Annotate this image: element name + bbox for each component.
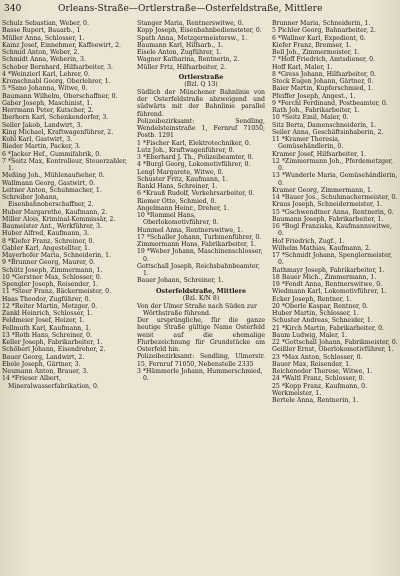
district-code: (Bzl. K/N 8) [182,295,220,303]
resident-entry: Bell Joh., Zimmermeister, 1. [272,49,360,56]
resident-entry: Sitz Berta, Damenschneiderin, 1. [272,121,377,129]
column-middle [137,20,265,574]
resident-entry: 6 *Krauß Rudolf, Verkehrsarbeiter, 0. [137,190,255,198]
resident-entry: 19 *Fendt Anna, Rentnerswitwe, 0. [272,281,383,288]
resident-entry: Huber Alfred, Kaufmann, 3. [2,230,90,238]
resident-entry: Haas Theodor, Zugführer, 0. [2,295,91,303]
resident-entry: Wilhelm Mathias, Kaufmann, 2. [272,244,371,252]
resident-entry: 1 *Fischer Karl, Elektrotechniker, 0. [137,139,251,147]
resident-entry: Hof Friedrich, Zugf., 1. [272,237,345,245]
resident-entry: Geißler Ernst, Oberlokomotivführer, 1. [272,346,394,354]
resident-entry: Kraus Joseph, Schneidermeister, 1. [272,201,383,209]
resident-entry: Lengl Margarete, Witwe, 0. [137,168,224,176]
resident-entry: Schütz Joseph, Zimmermann, 1. [2,266,103,274]
resident-entry: 13 *Roth Hans, Schreiner, 0. [2,331,92,339]
street-heading: Osterfeldstraße, Mittlere [155,286,247,295]
resident-entry: Stock Eugen Johann, Gärtner, 0. [272,78,374,85]
resident-entry: 7 *Seitz Max, Kontrolleur, Steuerzahler, 1. [2,157,127,172]
resident-entry: Ecker Joseph, Rentner, 1. [272,295,352,303]
resident-entry: 15 *Gschwendtner Anna, Rentnerin, 0. [272,208,394,216]
resident-entry: Leitner Anton, Schuhmacher, 1. [2,186,102,194]
resident-entry: Angelmann Heinr., Dreher, 1. [137,204,230,212]
resident-entry: 9 *Ferchl Ferdinand, Postbeamter, 0. [272,99,388,107]
resident-entry: 19 *Weber Johann, Maschinenschlosser, 0. [137,248,263,263]
resident-entry: Rieder Martin, Packer, 3. [2,143,81,151]
resident-entry: Seiler Jakob, Landwirt, 3. [2,121,83,129]
resident-entry: 12 *Zimmermann Joh., Pferdemetzger, 0. [272,157,393,172]
resident-entry: 3 *Eberhard J. Th., Polizeibeamter, 0. [137,154,254,161]
resident-entry: Ebele Joseph, Gärtner, 3. [2,360,81,368]
street-description: Der ursprüngliche, für die ganze heutige Straße gültige Name Osterfeld weist auf die ehemalige Flurbezeichnung für Grundstücke am Osterfeld hin. [137,317,265,353]
resident-entry: 17 *Schaller Johann, Turbinenführer, 0. [137,233,262,241]
resident-entry: 8 *Kiefer Franz, Schreiner, 0. [2,237,95,245]
resident-entry: 18 Bauer Mich., Zimmermann, 1. [272,273,377,281]
resident-entry: 4 *Burgl Georg, Lokomotivführer, 0. [137,161,251,169]
resident-entry: Huber Margarethe, Kaufmann, 2. [2,208,108,216]
resident-entry: 17 *Schmidt Johann, Spenglermeister, 0. [272,252,393,267]
resident-entry: 11 *Steer Franz, Bäckermeister, 0. [2,288,112,296]
resident-entry: Schreiber Johann, Eisenbahnoberschaffner, 2. [2,194,94,209]
resident-entry: Hummel Anna, Rentnerswitwe, 1. [137,226,243,234]
resident-entry: 7 *Hoff Friedrich, Amtsdiener, 0. [272,56,376,64]
resident-entry: Baumann Joseph, Fabrikarbeiter, 1. [272,215,384,223]
resident-entry: Neumann Anton, Brauer, 3. [2,368,89,375]
resident-entry: Iberhorn Karl, Schenkendorfer, 3. [2,114,109,122]
resident-entry: Gabler Karl, Angestellter, 1. [2,244,90,252]
resident-entry: 10 *Gerstner Max, Schlosser, 0. [2,273,102,281]
resident-entry: Gottschall Joseph, Reichsbahnbeamter, 1. [137,262,260,277]
resident-entry: 21 *Kirch Martin, Fabrikarbeiter, 0. [272,324,384,332]
resident-entry: Rath Joh., Fabrikarbeiter, 1. [272,107,360,114]
resident-entry: Bauer Max, Reisender, 1. [272,360,352,368]
resident-entry: Herrmann Peter, Kutscher, 2. [2,107,94,114]
resident-entry: Schöberl Johann, Eisendreher, 2. [2,346,106,354]
resident-entry: Werkmeister, 1. [272,389,322,397]
resident-entry: Eisele Anton, Zugführer, 1. [137,49,222,56]
resident-entry: Wallmann Georg, Gastwirt, 0. [2,179,95,187]
page-header [0,4,400,18]
resident-entry: Hoff Karl, Maler, 1. [272,63,333,71]
resident-entry: Kohl Karl, Gastwirt, 3. [2,136,73,143]
resident-entry: Kiefer Franz, Bremser, 1. [272,41,352,49]
resident-entry: Baumann Wilhelm, Oberschaffner, 0. [2,92,118,100]
resident-entry: Bertele Anna, Rentnerin, 1. [272,397,359,404]
page-number: 340 [4,4,22,14]
resident-entry: 20 *Oberle Kaspar, Rentner, 0. [272,302,369,310]
running-title: Orleans-Straße—Ortlerstraße—Osterfeldstraße, Mittlere [58,4,323,14]
resident-entry: Von der Ulmer Straße nach Süden zur Wörthstraße führend. [137,302,257,317]
text-columns [2,20,398,574]
resident-entry: Kramer Josef, Hilfsarbeiter, 1. [272,150,367,158]
resident-entry: Zimmermann Hans, Fabrikarbeiter, 1. [137,241,257,248]
resident-entry: Rankl Hans, Schreiner, 1. [137,183,218,190]
resident-entry: Seiler Anna, Geschäftsinhaberin, 2. [272,128,384,136]
resident-entry: Brunner Maria, Schneiderin, 1. [272,20,371,27]
resident-entry: 10 *Seitz Emil, Maler, 0. [272,114,349,122]
resident-entry: Basse Rupert, Bauarb., 1 [2,27,81,35]
resident-entry: Bauer Johann, Schreiner, 1. [137,277,224,285]
resident-entry: Kainz Josef, Einnehmer, Kaffeewirt, 2. [2,41,121,49]
resident-entry: 3 *Hämmerle Johann, Hummerschmied, 0. [137,367,263,382]
resident-entry: 4 *Weinzierl Karl, Lehrer, 0. [2,70,90,78]
resident-entry: Müller Anna, Schlosser, 1. [2,34,85,42]
resident-entry: Fellmuth Karl, Kaufmann, 1. [2,324,91,332]
resident-entry: 23 *Max Anton, Schlosser, 0. [272,353,363,361]
resident-entry: Zankl Heinrich, Schlosser, 1. [2,310,93,317]
resident-entry: 11 *Kramer Theresia, Gemüsehändlerin, 0. [272,136,344,151]
resident-entry: King Michael, Kraftwagenführer, 2. [2,128,114,136]
resident-entry: Mayerhofer Maria, Schneiderin, 1. [2,252,112,259]
resident-entry: Baumeister Ant., Werkführer, 3. [2,223,103,230]
resident-entry: 10 *Rommel Hans, Oberlokomotivführer, 0. [137,212,219,227]
resident-entry: 14 *Bauer Jos., Schuhmachermeister, 0. [272,194,398,201]
resident-entry: Feldmeier Josef, Heizer, 1. [2,317,85,325]
resident-entry: 16 *Bogl Franziska, Kaufmannswitwe, 0. [272,223,392,238]
street-description: Südlich der Münchener Bahnlinie von der Osterfeldstraße abzweigend und südwärts mit der Bahnlinie parallel führend. [137,88,265,118]
resident-entry: 24 *Waltl Franz, Schlosser, 0. [272,375,365,383]
resident-entry: 5 Pichler Georg, Bahnarbeiter, 2. [272,27,376,35]
resident-entry: Keller Joseph, Fabrikarbeiter, 1. [2,339,103,346]
resident-entry: Schober Bernhard, Hilfsarbeiter, 3. [2,63,113,71]
resident-entry: Spengler Joseph, Reisender, 1. [2,281,99,288]
resident-entry: Lutz Joh., Kraftwagenführer, 0. [137,146,235,154]
resident-entry: Schmidt Anna, Weberin, 3. [2,56,86,64]
resident-entry: 14 *Frieser Albert, Mineralwasserfabrikation, 0. [2,375,99,390]
resident-entry: Stanger Maria, Rentnerswitwe, 0. [137,20,244,27]
resident-entry: Schmid Anton, Weber, 2. [2,49,80,56]
resident-entry: Rathmayr Joseph, Fabrikarbeiter, 1. [272,266,385,274]
resident-entry: Schuster Fritz, Kaufmann, 1. [137,175,228,183]
resident-entry: 5 *Sano Johanna, Witwe, 0. [2,85,88,93]
resident-entry: 6 *Jacker Hef., Gummifabrik, 0. [2,150,102,158]
resident-entry: Kronschnabl Georg, Oberlehrer, 1. [2,78,111,85]
resident-entry: 25 *Kopp Franz, Kaufmann, 0. [272,382,368,390]
resident-entry: Kopp Joseph, Eisenbahnbediensteter, 0. [137,27,262,35]
column-right [272,20,398,574]
street-description: Polizeibezirksamt: Sendling, Ulmerstr. 15, Fernruf 71050, Nebenstelle 2335 [137,353,265,368]
resident-entry: Pfeiffer Joseph, Angest., 1. [272,92,356,100]
resident-entry: Riemer Otto, Schmied, 0. [137,197,217,205]
resident-entry: Spath Anna, Metzgermeistersw., 1. [137,34,248,42]
resident-entry: Reicheneder Therese, Witwe, 1. [272,368,373,375]
resident-entry: Baier Martin, Kupferschmied, 1. [272,85,374,93]
resident-entry: 8 *Gress Johann, Hilfsarbeiter, 0. [272,70,376,78]
resident-entry: Baumann Karl, Hilfsarb., 1. [137,41,224,49]
column-left [2,20,130,574]
resident-entry: Baum Ludwig, Maler, 1. [272,331,348,339]
resident-entry: 13 *Wunderle Maria, Gemüsehändlerin, 0. [272,172,398,187]
resident-entry: 9 *Brunner Georg, Maurer, 0. [2,259,95,267]
street-heading: Ortlerstraße [178,72,224,81]
street-description: Polizeibezirksamt: Sendling, Wendelsteinstraße 1, Fernruf 71050, Postb. 1291 [137,117,265,140]
resident-entry: Meßing Joh., Mühlenaufseher, 0. [2,172,105,180]
resident-entry: Miller Alois, Kriminal-Kommissär, 2. [2,215,116,223]
resident-entry: 12 *Reiter Martin, Metzger, 0. [2,302,98,310]
resident-entry: 22 *Gottschall Johann, Fabrikmeister, 0. [272,339,398,346]
resident-entry: Müller Frtz, Hilfsarbeiter, 2. [137,63,227,71]
resident-entry: Gaber Joseph, Maschinist, 1. [2,99,93,107]
resident-entry: Schuster Andreas, Schneider, 1. [272,317,373,325]
resident-entry: Huber Martin, Schlosser, 1. [272,310,359,317]
resident-entry: Wiedmann Karl, Lokomotivführer, 1. [272,288,387,296]
district-code: (Bzl. Q 13) [184,81,218,89]
resident-entry: 6 *Wallner Karl, Expedient, 0. [272,34,366,42]
resident-entry: Kramer Georg, Zimmermann, 1. [272,186,373,194]
resident-entry: Schulz Sebastian, Weber, 0. [2,20,89,27]
resident-entry: Wagner Katharina, Rentnerin, 2. [137,56,240,64]
resident-entry: Bauer Georg, Landwirt, 2. [2,353,85,361]
